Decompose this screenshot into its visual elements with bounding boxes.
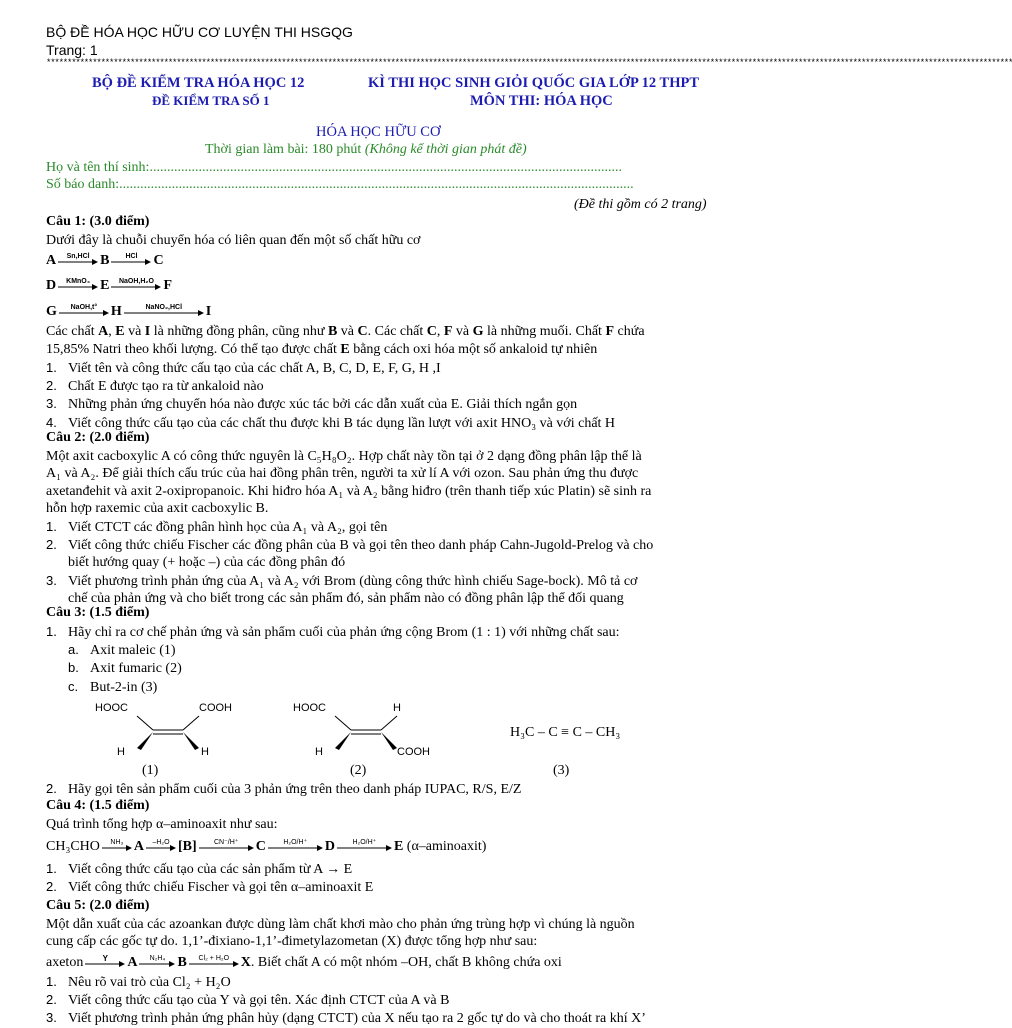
reaction-arrow (59, 305, 109, 319)
chem-X: X (240, 955, 251, 970)
arrow-icon (199, 844, 254, 852)
paragraph-line: hỗn hợp raxemic của axit cacboxylic B. (46, 500, 269, 516)
substituent-label: HOOC (293, 702, 326, 714)
sub-mark: a. (68, 642, 79, 658)
pages-note: (Đề thi gồm có 2 trang) (574, 197, 707, 212)
candidate-name-field (46, 160, 622, 176)
q1-chain-2 (46, 277, 172, 294)
molecule-caption: (1) (142, 763, 159, 778)
reagent-label: Sn,HCl (66, 252, 90, 260)
list-item-text: Viết CTCT các đồng phân hình học của A₁ và A₂, gọi tên (68, 520, 388, 535)
substituent-label: COOH (397, 746, 430, 758)
list-item-text: Viết tên và công thức cấu tạo của các chất A, B, C, D, E, F, G, H ,I (68, 361, 441, 376)
arrow-icon (111, 283, 161, 291)
reagent-label: NaOH,H₂O (118, 277, 154, 285)
substituent-label: HOOC (95, 702, 128, 714)
q4-heading: Câu 4: (1.5 điểm) (46, 798, 150, 813)
exam-time (205, 142, 527, 158)
paragraph-line: A₁ và A₂. Để giải thích cấu trúc của hai đồng phân trên, người ta xử lí A với ozon. Sau phản ứng thu được (46, 466, 639, 482)
substituent-label: COOH (199, 702, 232, 714)
candidate-id-field (46, 177, 634, 193)
q4-synthesis-chain (46, 838, 486, 855)
q5-heading: Câu 5: (2.0 điểm) (46, 898, 150, 913)
reagent-label: Cl₂ + H₂O (198, 954, 230, 962)
q5-paragraph (46, 916, 766, 951)
chem-C: C (153, 253, 164, 268)
text: và (340, 324, 355, 339)
sub-list-item (46, 678, 620, 696)
text: Các chất (46, 324, 95, 339)
chem-C: C (255, 839, 266, 854)
text: là những đồng phân, cũng như (153, 324, 325, 339)
q1-list (46, 359, 615, 432)
banner-left-sub: ĐỀ KIỂM TRA SỐ 1 (152, 93, 270, 108)
chem-B: [B] (178, 839, 197, 854)
q1-text-line-2 (46, 341, 597, 358)
arrow-icon (58, 258, 98, 266)
q3-list (46, 623, 620, 696)
text: 15,85% Natri theo khối lượng. Có thể tạo được chất (46, 342, 337, 357)
reaction-arrow (58, 254, 98, 268)
molecule-fumaric-acid (293, 700, 453, 762)
arrow-icon (124, 309, 204, 317)
reagent-label: KMnO₄ (66, 277, 91, 285)
arrow-icon (58, 283, 98, 291)
list-item-text: Viết phương trình phản ứng phân hủy (dạng CTCT) của X nếu tạo ra 2 gốc tự do và cho thoát ra khí X’ (68, 1011, 646, 1027)
q1-chain-1 (46, 252, 164, 269)
chem-F: F (605, 324, 615, 339)
chem-E: E (115, 324, 125, 339)
page-number: Trang: 1 (46, 42, 98, 58)
list-item: 1. Viết tên và công thức cấu tạo của các chất A, B, C, D, E, F, G, H ,I (46, 360, 441, 376)
list-item: 2. Viết công thức chiếu Fischer và gọi tên α–aminoaxit E (46, 879, 374, 896)
arrow-icon (111, 258, 151, 266)
exam-time-note: (Không kể thời gian phát đề) (364, 142, 527, 157)
divider: ************************************************************************************************************************************************************************************************************************************** (46, 58, 1012, 68)
arrow-icon (189, 960, 239, 968)
chem-D: D (46, 278, 57, 293)
text: là những muối. Chất (487, 324, 602, 339)
q2-list (46, 518, 653, 607)
sub-mark: b. (68, 660, 79, 676)
reaction-arrow (58, 279, 98, 293)
list-item: 3. Viết phương trình phản ứng của A₁ và A₂ với Brom (dùng công thức hình chiếu Sage-bock). Mô tả cơ (46, 572, 638, 589)
paragraph-line: Một axit cacboxylic A có công thức nguyên là C₅H₈O₂. Hợp chất này tồn tại ở 2 dạng đồng phân lập thể là (46, 449, 642, 464)
q2-heading: Câu 2: (2.0 điểm) (46, 430, 150, 445)
list-item-text: Nêu rõ vai trò của Cl₂ + H₂O (68, 975, 231, 990)
chem-C: C (357, 324, 368, 339)
molecule-but-2-yne: H₃C – C ≡ C – CH₃ (510, 725, 621, 740)
text: chứa (617, 324, 645, 339)
chem-C: C (426, 324, 437, 339)
reaction-arrow (139, 956, 175, 970)
list-item-continuation: chế của phản ứng và cho biết trong các sản phẩm đó, sản phẩm nào có đồng phân lập thể đối quang (68, 590, 624, 606)
molecule-caption: (3) (553, 763, 570, 778)
reaction-arrow (146, 840, 176, 854)
chem-D: D (324, 839, 335, 854)
list-item: 2. Chất E được tạo ra từ ankaloid nào (46, 378, 264, 395)
document-header-title: BỘ ĐỀ HÓA HỌC HỮU CƠ LUYỆN THI HSGQG (46, 24, 353, 40)
candidate-name-label: Họ và tên thí sinh: (46, 160, 150, 175)
sub-list-item (46, 641, 620, 659)
reagent-label: H₂O/H⁺ (352, 838, 377, 846)
list-item: 1. Viết công thức cấu tạo của các sản phẩm từ A → E (46, 861, 353, 877)
arrow-icon (146, 844, 176, 852)
list-item-text: Viết công thức cấu tạo của các chất thu được khi B tác dụng lần lượt với axit HNO₃ và với chất H (68, 415, 616, 431)
list-item: 3. Viết phương trình phản ứng phân hủy (dạng CTCT) của X nếu tạo ra 2 gốc tự do và cho thoát ra khí X’ (46, 1010, 646, 1027)
list-item-text: Viết công thức cấu tạo của Y và gọi tên. Xác định CTCT của A và B (68, 993, 450, 1009)
list-item-text: Chất E được tạo ra từ ankaloid nào (68, 379, 264, 395)
list-item-text: Viết công thức cấu tạo của các sản phẩm từ A → E (68, 862, 353, 877)
list-item: 2. Viết công thức chiếu Fischer các đồng phân của B và gọi tên theo danh pháp Cahn-Jugold-Prelog và cho (46, 537, 654, 554)
list-item-text: Hãy gọi tên sản phẩm cuối của 3 phản ứng trên theo danh pháp IUPAC, R/S, E/Z (68, 782, 522, 797)
substituent-label: H (201, 746, 209, 758)
dots: ................................................................................................................................................... (119, 177, 634, 192)
arrow-icon (85, 960, 125, 968)
q1-text-line-1: Các chất A, E và I là những đồng phân, cũng như B và C. Các chất C, F và G là những muối. Chất F chứa (46, 324, 645, 339)
reaction-arrow (102, 840, 132, 854)
chem-E: E (340, 342, 350, 357)
q1-heading: Câu 1: (3.0 điểm) (46, 214, 150, 229)
reaction-arrow (124, 305, 204, 319)
paragraph-line: axetanđehit và axit 2-oxipropanoic. Khi hiđro hóa A₁ và A₂ bằng hiđro (trên thanh tiếp xúc Platin) sẽ sinh ra (46, 483, 652, 499)
chem-A: A (98, 324, 109, 339)
chem-F: F (163, 278, 173, 293)
paragraph-line: Một dẫn xuất của các azoankan được dùng làm chất khơi mào cho phản ứng trùng hợp vì chúng là nguồn (46, 917, 635, 932)
arrow-icon (337, 844, 392, 852)
list-item-continuation: biết hướng quay (+ hoặc –) của các đồng phân đó (68, 555, 346, 571)
arrow-icon (268, 844, 323, 852)
q3-item-2: 2. Hãy gọi tên sản phẩm cuối của 3 phản ứng trên theo danh pháp IUPAC, R/S, E/Z (46, 781, 522, 797)
q4-intro: Quá trình tổng hợp α–aminoaxit như sau: (46, 817, 278, 832)
banner-right-title: KÌ THI HỌC SINH GIỎI QUỐC GIA LỚP 12 THPT (368, 75, 700, 91)
reagent-label: HCl (125, 252, 138, 260)
chem-F: F (443, 324, 453, 339)
sub-list-item (46, 659, 620, 677)
exam-title: HÓA HỌC HỮU CƠ (316, 124, 441, 140)
reagent-label: NaOH,t° (70, 303, 98, 311)
q5-list (46, 973, 646, 1028)
chem-start: CH₃CHO (46, 839, 100, 854)
reaction-arrow (199, 840, 254, 854)
list-item-text: Hãy chỉ ra cơ chế phản ứng và sản phẩm cuối của phản ứng cộng Brom (1 : 1) với những chất sau: (68, 625, 620, 640)
reagent-label: Y (102, 953, 108, 963)
chem-E: E (100, 278, 110, 293)
sub-item-text: Axit fumaric (2) (90, 661, 182, 677)
banner-left-title: BỘ ĐỀ KIỂM TRA HÓA HỌC 12 (92, 75, 305, 91)
chem-start: axeton (46, 955, 84, 970)
reagent-label: NH₃ (110, 838, 124, 846)
q3-heading: Câu 3: (1.5 điểm) (46, 605, 150, 620)
exam-time-text: Thời gian làm bài: 180 phút (205, 142, 362, 157)
chem-B: B (100, 253, 110, 268)
text: Các chất (374, 324, 424, 339)
reaction-arrow (268, 840, 323, 854)
chem-E: E (393, 839, 404, 854)
dots: ....................................................................................................................................... (149, 160, 622, 175)
list-item: 1. Nêu rõ vai trò của Cl₂ + H₂O (46, 974, 231, 990)
list-item: 4. Viết công thức cấu tạo của các chất thu được khi B tác dụng lần lượt với axit HNO₃ và với chất H (46, 414, 616, 431)
reagent-label: NaNO₂,HCl (145, 303, 183, 311)
candidate-id-label: Số báo danh: (46, 177, 120, 192)
reaction-arrow (189, 956, 239, 970)
chem-A: A (133, 839, 145, 854)
reagent-label: N₂H₄ (149, 954, 166, 962)
list-item-text: Những phản ứng chuyển hóa nào được xúc tác bởi các dẫn xuất của E. Giải thích ngắn gọn (68, 397, 578, 413)
q2-paragraph (46, 448, 766, 517)
arrow-icon (59, 309, 109, 317)
text: bằng cách oxi hóa một số ankaloid tự nhiên (353, 342, 598, 357)
sub-item-text: Axit maleic (1) (90, 643, 176, 659)
chem-H: H (110, 304, 122, 319)
chem-A: A (46, 253, 57, 268)
reaction-arrow (85, 953, 125, 970)
chain-note: . Biết chất A có một nhóm –OH, chất B không chứa oxi (250, 955, 562, 970)
sub-item-text: But-2-in (3) (90, 679, 158, 695)
chem-I: I (205, 304, 212, 319)
list-item: 3. Những phản ứng chuyển hóa nào được xúc tác bởi các dẫn xuất của E. Giải thích ngắn gọn (46, 396, 578, 413)
chem-G: G (46, 304, 57, 319)
q5-synthesis-chain (46, 954, 562, 971)
arrow-icon (102, 844, 132, 852)
text: và (128, 324, 142, 339)
list-item-text: Viết phương trình phản ứng của A₁ và A₂ với Brom (dùng công thức hình chiếu Sage-bock). Mô tả cơ (68, 573, 638, 589)
reaction-arrow (337, 840, 392, 854)
q1-chain-3 (46, 303, 211, 320)
q4-list (46, 860, 373, 896)
chem-I: I (144, 324, 151, 339)
reaction-arrow (111, 279, 161, 293)
molecule-caption: (2) (350, 763, 367, 778)
chem-B: B (177, 955, 187, 970)
substituent-label: H (315, 746, 323, 758)
chem-note: (α–aminoaxit) (406, 839, 487, 854)
reaction-arrow (111, 254, 151, 268)
list-item: 2. Viết công thức cấu tạo của Y và gọi tên. Xác định CTCT của A và B (46, 992, 450, 1009)
banner-right-sub: MÔN THI: HÓA HỌC (470, 93, 613, 109)
reagent-label: –H₂O (152, 838, 170, 846)
list-item: 1. Hãy chỉ ra cơ chế phản ứng và sản phẩm cuối của phản ứng cộng Brom (1 : 1) với những chất sau: (46, 624, 620, 640)
paragraph-line: cung cấp các gốc tự do. 1,1’-đixiano-1,1’-đimetylazometan (X) được tổng hợp như sau: (46, 934, 538, 950)
reagent-label: H₂O/H⁺ (283, 838, 308, 846)
list-item: 1. Viết CTCT các đồng phân hình học của A₁ và A₂, gọi tên (46, 519, 388, 535)
chem-A: A (127, 955, 138, 970)
list-item-text: Viết công thức chiếu Fischer và gọi tên α–aminoaxit E (68, 880, 374, 896)
molecule-maleic-acid (95, 700, 255, 762)
sub-mark: c. (68, 678, 79, 694)
chem-G: G (472, 324, 484, 339)
text: và (455, 324, 470, 339)
substituent-label: H (117, 746, 125, 758)
list-item-text: Viết công thức chiếu Fischer các đồng phân của B và gọi tên theo danh pháp Cahn-Jugold-Prelog và cho (68, 538, 654, 554)
arrow-icon (139, 960, 175, 968)
chem-B: B (327, 324, 338, 339)
q1-intro: Dưới đây là chuỗi chuyển hóa có liên quan đến một số chất hữu cơ (46, 233, 421, 248)
substituent-label: H (393, 702, 401, 714)
reagent-label: CN⁻/H⁺ (213, 838, 239, 846)
